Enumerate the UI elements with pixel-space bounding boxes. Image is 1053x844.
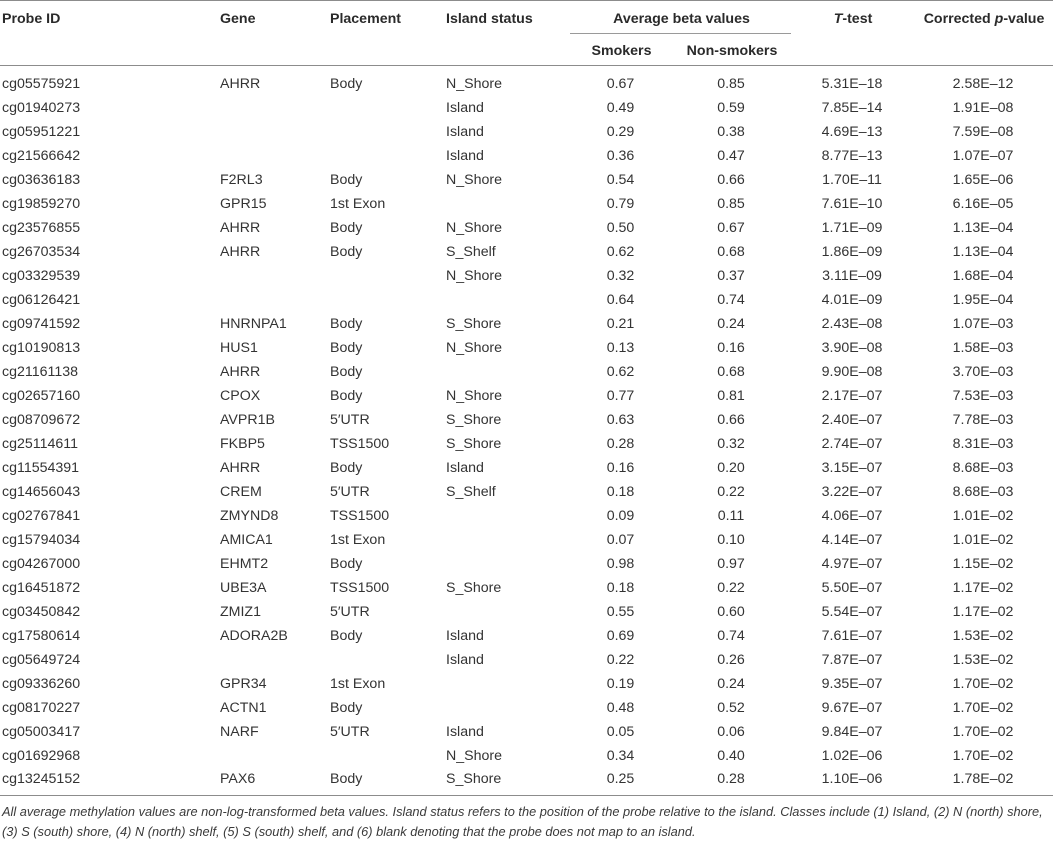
cell-smokers-beta: 0.18 bbox=[606, 483, 635, 500]
cell-non-smokers-beta: 0.60 bbox=[717, 603, 745, 620]
cell-probe-id: cg05951221 bbox=[2, 123, 81, 140]
cell-gene: ADORA2B bbox=[220, 627, 288, 644]
cell-probe-id: cg08170227 bbox=[2, 699, 81, 716]
cell-ttest: 1.70E–11 bbox=[822, 171, 882, 188]
cell-island-status: Island bbox=[446, 627, 484, 644]
table-row bbox=[0, 576, 1053, 600]
cell-probe-id: cg17580614 bbox=[2, 627, 81, 644]
cell-non-smokers-beta: 0.22 bbox=[717, 579, 745, 596]
header-ttest-italic: T bbox=[833, 11, 843, 27]
cell-gene: UBE3A bbox=[220, 579, 267, 596]
cell-ttest: 2.40E–07 bbox=[821, 411, 883, 428]
cell-island-status bbox=[444, 528, 570, 552]
table-row bbox=[0, 264, 1053, 288]
cell-smokers-beta: 0.64 bbox=[606, 291, 635, 308]
cell-ttest: 5.50E–07 bbox=[821, 579, 883, 596]
cell-ttest: 7.85E–14 bbox=[821, 99, 883, 116]
cell-corrected-p: 1.70E–02 bbox=[952, 723, 1014, 740]
cell-smokers-beta: 0.50 bbox=[606, 219, 635, 236]
cell-corrected-p: 1.17E–02 bbox=[952, 579, 1014, 596]
cell-placement bbox=[328, 264, 444, 288]
cell-non-smokers-beta: 0.16 bbox=[717, 339, 745, 356]
header-smokers: Smokers bbox=[570, 34, 671, 66]
cell-probe-id: cg21161138 bbox=[2, 363, 78, 380]
cell-gene bbox=[218, 744, 328, 768]
cell-smokers-beta: 0.05 bbox=[606, 723, 635, 740]
cell-non-smokers-beta: 0.40 bbox=[717, 747, 745, 764]
cell-smokers-beta: 0.22 bbox=[606, 651, 635, 668]
cell-placement: TSS1500 bbox=[330, 579, 390, 596]
cell-probe-id: cg01692968 bbox=[2, 747, 81, 764]
cell-island-status bbox=[444, 192, 570, 216]
table-row bbox=[0, 408, 1053, 432]
cell-placement: 5′UTR bbox=[330, 483, 370, 500]
cell-island-status bbox=[444, 600, 570, 624]
cell-corrected-p: 1.01E–02 bbox=[952, 507, 1014, 524]
cell-smokers-beta: 0.25 bbox=[570, 768, 671, 796]
cell-ttest: 4.97E–07 bbox=[821, 555, 883, 572]
cell-smokers-beta: 0.32 bbox=[606, 267, 635, 284]
table-row bbox=[0, 696, 1053, 720]
cell-gene: NARF bbox=[220, 723, 259, 740]
cell-corrected-p: 1.07E–07 bbox=[952, 147, 1014, 164]
cell-probe-id: cg21566642 bbox=[2, 147, 81, 164]
cell-island-status bbox=[444, 504, 570, 528]
cell-placement: Body bbox=[330, 243, 363, 260]
cell-gene: AMICA1 bbox=[220, 531, 273, 548]
cell-ttest: 1.71E–09 bbox=[821, 219, 883, 236]
header-ttest bbox=[791, 1, 913, 66]
table-row bbox=[0, 360, 1053, 384]
table-row bbox=[0, 288, 1053, 312]
cell-gene bbox=[218, 264, 328, 288]
table-row bbox=[0, 216, 1053, 240]
cell-placement bbox=[328, 744, 444, 768]
cell-ttest: 3.22E–07 bbox=[821, 483, 883, 500]
table-body bbox=[0, 66, 1053, 796]
cell-probe-id: cg05649724 bbox=[2, 651, 81, 668]
cell-placement bbox=[328, 96, 444, 120]
cell-placement: Body bbox=[330, 363, 363, 380]
cell-island-status: Island bbox=[446, 147, 484, 164]
header-gene: Gene bbox=[218, 1, 328, 66]
table-row bbox=[0, 504, 1053, 528]
cell-corrected-p: 1.68E–04 bbox=[952, 267, 1014, 284]
cell-gene: HUS1 bbox=[220, 339, 258, 356]
cell-smokers-beta: 0.28 bbox=[606, 435, 635, 452]
table-footnote: All average methylation values are non-log-transformed beta values. Island status refers to the position of the probe relative to the island. Classes include (1) Island, (2) N (north) shore, (3) S (south) shore, (4) N (north) shelf, (5) S (south) shelf, and (6) blank denoting that the probe does not map to an island. bbox=[2, 804, 1043, 839]
cell-ttest: 4.14E–07 bbox=[821, 531, 883, 548]
cell-probe-id: cg09336260 bbox=[2, 675, 81, 692]
cell-placement: Body bbox=[330, 315, 363, 332]
cell-placement: TSS1500 bbox=[330, 435, 390, 452]
table-row bbox=[0, 456, 1053, 480]
cell-smokers-beta: 0.18 bbox=[606, 579, 635, 596]
cell-island-status: S_Shelf bbox=[446, 483, 496, 500]
cell-smokers-beta: 0.36 bbox=[606, 147, 635, 164]
cell-island-status: N_Shore bbox=[446, 219, 502, 236]
cell-corrected-p: 1.70E–02 bbox=[952, 675, 1014, 692]
cell-probe-id: cg02657160 bbox=[2, 387, 81, 404]
cell-probe-id: cg14656043 bbox=[2, 483, 81, 500]
cell-probe-id: cg03636183 bbox=[2, 171, 81, 188]
cell-smokers-beta: 0.29 bbox=[606, 123, 635, 140]
cell-placement: Body bbox=[330, 219, 363, 236]
cell-island-status bbox=[444, 360, 570, 384]
cell-island-status: N_Shore bbox=[446, 267, 502, 284]
cell-non-smokers-beta: 0.22 bbox=[717, 483, 745, 500]
table-row bbox=[0, 384, 1053, 408]
cell-probe-id: cg11554391 bbox=[2, 459, 80, 476]
cell-smokers-beta: 0.54 bbox=[606, 171, 635, 188]
cell-smokers-beta: 0.21 bbox=[606, 315, 635, 332]
cell-non-smokers-beta: 0.20 bbox=[717, 459, 745, 476]
cell-ttest: 8.77E–13 bbox=[821, 147, 883, 164]
cell-placement: 1st Exon bbox=[330, 195, 386, 212]
cell-ttest: 5.54E–07 bbox=[821, 603, 883, 620]
cell-smokers-beta: 0.77 bbox=[606, 387, 635, 404]
cell-gene: AHRR bbox=[220, 219, 261, 236]
table-row bbox=[0, 768, 1053, 796]
cell-island-status: S_Shore bbox=[446, 411, 502, 428]
cell-placement: Body bbox=[330, 459, 363, 476]
cell-placement: Body bbox=[330, 75, 363, 92]
cell-island-status: S_Shelf bbox=[446, 243, 496, 260]
cell-smokers-beta: 0.67 bbox=[606, 75, 635, 92]
cell-gene bbox=[218, 144, 328, 168]
cell-corrected-p: 6.16E–05 bbox=[952, 195, 1014, 212]
cell-non-smokers-beta: 0.74 bbox=[717, 627, 745, 644]
cell-corrected-p: 1.95E–04 bbox=[952, 291, 1014, 308]
table-row bbox=[0, 120, 1053, 144]
cell-non-smokers-beta: 0.37 bbox=[717, 267, 745, 284]
table-row bbox=[0, 432, 1053, 456]
cell-placement: 5′UTR bbox=[330, 723, 370, 740]
cell-placement bbox=[328, 144, 444, 168]
header-corrected-p bbox=[913, 1, 1053, 66]
cell-island-status: N_Shore bbox=[446, 747, 502, 764]
table-row bbox=[0, 720, 1053, 744]
cell-ttest: 9.35E–07 bbox=[821, 675, 883, 692]
cell-probe-id: cg26703534 bbox=[2, 243, 81, 260]
table-row bbox=[0, 672, 1053, 696]
cell-island-status bbox=[444, 696, 570, 720]
cell-island-status bbox=[444, 552, 570, 576]
cell-corrected-p: 7.53E–03 bbox=[952, 387, 1014, 404]
cell-corrected-p: 2.58E–12 bbox=[952, 75, 1014, 92]
cell-non-smokers-beta: 0.10 bbox=[717, 531, 745, 548]
cell-ttest: 4.69E–13 bbox=[821, 123, 883, 140]
cell-gene bbox=[218, 648, 328, 672]
cell-non-smokers-beta: 0.52 bbox=[717, 699, 745, 716]
cell-corrected-p: 3.70E–03 bbox=[952, 363, 1014, 380]
header-non-smokers: Non-smokers bbox=[671, 34, 791, 66]
cell-smokers-beta: 0.34 bbox=[606, 747, 635, 764]
header-probe-id: Probe ID bbox=[0, 1, 218, 66]
cell-island-status: Island bbox=[446, 123, 484, 140]
cell-island-status: S_Shore bbox=[444, 768, 570, 796]
cell-non-smokers-beta: 0.68 bbox=[717, 243, 745, 260]
cell-probe-id: cg06126421 bbox=[2, 291, 81, 308]
cell-gene: GPR15 bbox=[220, 195, 267, 212]
cell-corrected-p: 7.78E–03 bbox=[952, 411, 1014, 428]
table-row bbox=[0, 480, 1053, 504]
cell-corrected-p: 1.78E–02 bbox=[913, 768, 1053, 796]
cell-gene: ACTN1 bbox=[220, 699, 267, 716]
cell-smokers-beta: 0.69 bbox=[606, 627, 635, 644]
cell-placement: 5′UTR bbox=[330, 603, 370, 620]
table-row bbox=[0, 552, 1053, 576]
table-row bbox=[0, 192, 1053, 216]
cell-smokers-beta: 0.79 bbox=[606, 195, 635, 212]
cell-island-status: N_Shore bbox=[446, 171, 502, 188]
cell-ttest: 3.15E–07 bbox=[821, 459, 883, 476]
cell-corrected-p: 1.58E–03 bbox=[952, 339, 1014, 356]
cell-probe-id: cg23576855 bbox=[2, 219, 81, 236]
cell-ttest: 4.01E–09 bbox=[821, 291, 883, 308]
cell-placement: Body bbox=[330, 627, 363, 644]
cell-placement bbox=[328, 648, 444, 672]
cell-gene: AVPR1B bbox=[220, 411, 275, 428]
header-ttest-rest: -test bbox=[842, 11, 873, 27]
header-corrected-post: -value bbox=[1003, 11, 1045, 27]
cell-placement: 5′UTR bbox=[330, 411, 370, 428]
cell-probe-id: cg19859270 bbox=[2, 195, 81, 212]
cell-non-smokers-beta: 0.32 bbox=[717, 435, 745, 452]
cell-corrected-p: 1.07E–03 bbox=[952, 315, 1014, 332]
cell-smokers-beta: 0.48 bbox=[606, 699, 635, 716]
cell-gene bbox=[218, 288, 328, 312]
cell-smokers-beta: 0.19 bbox=[606, 675, 635, 692]
cell-non-smokers-beta: 0.11 bbox=[717, 507, 745, 524]
cell-smokers-beta: 0.16 bbox=[606, 459, 635, 476]
cell-gene: ZMIZ1 bbox=[220, 603, 261, 620]
header-corrected-pre: Corrected bbox=[923, 11, 995, 27]
cell-corrected-p: 8.68E–03 bbox=[952, 459, 1014, 476]
cell-smokers-beta: 0.07 bbox=[606, 531, 635, 548]
cell-ttest: 3.90E–08 bbox=[821, 339, 883, 356]
cell-placement: Body bbox=[330, 339, 363, 356]
cell-gene: GPR34 bbox=[220, 675, 267, 692]
cell-non-smokers-beta: 0.59 bbox=[717, 99, 745, 116]
cell-ttest: 4.06E–07 bbox=[821, 507, 883, 524]
cell-smokers-beta: 0.98 bbox=[606, 555, 635, 572]
cell-corrected-p: 1.91E–08 bbox=[952, 99, 1014, 116]
cell-probe-id: cg25114611 bbox=[2, 435, 78, 452]
cell-corrected-p: 1.17E–02 bbox=[952, 603, 1014, 620]
cell-gene: AHRR bbox=[220, 243, 261, 260]
cell-placement: Body bbox=[330, 699, 363, 716]
table-row bbox=[0, 312, 1053, 336]
table-row bbox=[0, 648, 1053, 672]
cell-gene: CREM bbox=[220, 483, 262, 500]
cell-non-smokers-beta: 0.81 bbox=[717, 387, 745, 404]
cell-ttest: 5.31E–18 bbox=[821, 75, 883, 92]
cell-island-status: Island bbox=[446, 723, 484, 740]
cell-island-status: Island bbox=[446, 459, 484, 476]
cell-non-smokers-beta: 0.66 bbox=[717, 411, 745, 428]
cell-gene: PAX6 bbox=[218, 768, 328, 796]
cell-island-status: Island bbox=[446, 99, 484, 116]
cell-corrected-p: 1.65E–06 bbox=[952, 171, 1014, 188]
cell-placement: Body bbox=[330, 555, 363, 572]
cell-probe-id: cg03450842 bbox=[2, 603, 81, 620]
cell-smokers-beta: 0.49 bbox=[606, 99, 635, 116]
cell-placement: TSS1500 bbox=[330, 507, 390, 524]
table-row bbox=[0, 66, 1053, 96]
cell-island-status: S_Shore bbox=[446, 315, 502, 332]
cell-probe-id: cg09741592 bbox=[2, 315, 81, 332]
cell-gene: ZMYND8 bbox=[220, 507, 279, 524]
cell-ttest: 7.61E–07 bbox=[821, 627, 883, 644]
cell-probe-id: cg05003417 bbox=[2, 723, 81, 740]
cell-island-status: S_Shore bbox=[446, 435, 502, 452]
cell-gene: EHMT2 bbox=[220, 555, 269, 572]
cell-non-smokers-beta: 0.85 bbox=[717, 75, 745, 92]
cell-island-status: Island bbox=[446, 651, 484, 668]
cell-placement: Body bbox=[330, 171, 363, 188]
cell-corrected-p: 1.13E–04 bbox=[952, 219, 1014, 236]
cell-island-status: N_Shore bbox=[446, 339, 502, 356]
cell-smokers-beta: 0.55 bbox=[606, 603, 635, 620]
cell-probe-id: cg16451872 bbox=[2, 579, 81, 596]
cell-gene: AHRR bbox=[220, 459, 261, 476]
cell-non-smokers-beta: 0.47 bbox=[717, 147, 745, 164]
cell-gene: F2RL3 bbox=[220, 171, 263, 188]
header-island-status: Island status bbox=[444, 1, 570, 66]
cell-ttest: 7.61E–10 bbox=[821, 195, 883, 212]
cell-non-smokers-beta: 0.06 bbox=[717, 723, 745, 740]
cell-placement: Body bbox=[328, 768, 444, 796]
cell-probe-id: cg15794034 bbox=[2, 531, 81, 548]
cell-non-smokers-beta: 0.24 bbox=[717, 315, 745, 332]
cell-island-status: N_Shore bbox=[446, 387, 502, 404]
cell-placement: 1st Exon bbox=[330, 531, 386, 548]
cell-non-smokers-beta: 0.24 bbox=[717, 675, 745, 692]
cell-gene: CPOX bbox=[220, 387, 261, 404]
cell-smokers-beta: 0.62 bbox=[606, 363, 635, 380]
header-average-beta: Average beta values bbox=[570, 1, 791, 34]
cell-ttest: 7.87E–07 bbox=[821, 651, 883, 668]
cell-placement bbox=[328, 120, 444, 144]
cell-placement: 1st Exon bbox=[330, 675, 386, 692]
cell-probe-id: cg02767841 bbox=[2, 507, 81, 524]
cell-smokers-beta: 0.09 bbox=[606, 507, 635, 524]
table-header bbox=[0, 1, 1053, 66]
cell-non-smokers-beta: 0.66 bbox=[717, 171, 745, 188]
table-row bbox=[0, 96, 1053, 120]
cell-non-smokers-beta: 0.26 bbox=[717, 651, 745, 668]
cell-gene: AHRR bbox=[220, 75, 261, 92]
cell-ttest: 9.84E–07 bbox=[821, 723, 883, 740]
cell-corrected-p: 1.01E–02 bbox=[952, 531, 1014, 548]
cell-corrected-p: 1.15E–02 bbox=[952, 555, 1014, 572]
cell-ttest: 2.17E–07 bbox=[821, 387, 883, 404]
cell-non-smokers-beta: 0.38 bbox=[717, 123, 745, 140]
cell-corrected-p: 1.70E–02 bbox=[952, 747, 1014, 764]
table-row bbox=[0, 168, 1053, 192]
table-row bbox=[0, 528, 1053, 552]
cell-non-smokers-beta: 0.97 bbox=[717, 555, 745, 572]
cell-ttest: 2.43E–08 bbox=[821, 315, 883, 332]
cell-gene bbox=[218, 120, 328, 144]
cell-gene bbox=[218, 96, 328, 120]
cell-smokers-beta: 0.62 bbox=[606, 243, 635, 260]
cell-island-status bbox=[444, 288, 570, 312]
cell-gene: HNRNPA1 bbox=[220, 315, 287, 332]
cell-smokers-beta: 0.63 bbox=[606, 411, 635, 428]
cell-probe-id: cg01940273 bbox=[2, 99, 81, 116]
cell-non-smokers-beta: 0.74 bbox=[717, 291, 745, 308]
cell-probe-id: cg03329539 bbox=[2, 267, 81, 284]
cell-gene: AHRR bbox=[220, 363, 261, 380]
cell-non-smokers-beta: 0.68 bbox=[717, 363, 745, 380]
table-row bbox=[0, 240, 1053, 264]
cell-ttest: 1.10E–06 bbox=[791, 768, 913, 796]
cell-probe-id: cg04267000 bbox=[2, 555, 81, 572]
cell-corrected-p: 7.59E–08 bbox=[952, 123, 1014, 140]
header-corrected-p-italic: p bbox=[994, 11, 1004, 27]
cell-probe-id: cg13245152 bbox=[0, 768, 218, 796]
cell-corrected-p: 8.68E–03 bbox=[952, 483, 1014, 500]
cell-island-status bbox=[444, 672, 570, 696]
cell-corrected-p: 1.13E–04 bbox=[952, 243, 1014, 260]
cell-non-smokers-beta: 0.85 bbox=[717, 195, 745, 212]
cell-smokers-beta: 0.13 bbox=[606, 339, 635, 356]
cell-probe-id: cg08709672 bbox=[2, 411, 81, 428]
cell-corrected-p: 8.31E–03 bbox=[952, 435, 1014, 452]
cell-corrected-p: 1.70E–02 bbox=[952, 699, 1014, 716]
cell-gene: FKBP5 bbox=[220, 435, 265, 452]
table-row bbox=[0, 624, 1053, 648]
cell-ttest: 9.90E–08 bbox=[821, 363, 883, 380]
cell-probe-id: cg10190813 bbox=[2, 339, 81, 356]
cell-corrected-p: 1.53E–02 bbox=[952, 651, 1014, 668]
cell-ttest: 9.67E–07 bbox=[821, 699, 883, 716]
header-placement: Placement bbox=[328, 1, 444, 66]
cell-island-status: S_Shore bbox=[446, 579, 502, 596]
table-row bbox=[0, 744, 1053, 768]
cell-non-smokers-beta: 0.28 bbox=[671, 768, 791, 796]
cell-ttest: 1.86E–09 bbox=[821, 243, 883, 260]
cell-placement bbox=[328, 288, 444, 312]
cell-corrected-p: 1.53E–02 bbox=[952, 627, 1014, 644]
cell-ttest: 2.74E–07 bbox=[821, 435, 883, 452]
table-row bbox=[0, 600, 1053, 624]
cell-ttest: 1.02E–06 bbox=[821, 747, 883, 764]
cell-ttest: 3.11E–09 bbox=[822, 267, 882, 284]
cell-island-status: N_Shore bbox=[446, 75, 502, 92]
cell-non-smokers-beta: 0.67 bbox=[717, 219, 745, 236]
table-row bbox=[0, 144, 1053, 168]
cell-probe-id: cg05575921 bbox=[2, 75, 81, 92]
table-row bbox=[0, 336, 1053, 360]
cell-placement: Body bbox=[330, 387, 363, 404]
